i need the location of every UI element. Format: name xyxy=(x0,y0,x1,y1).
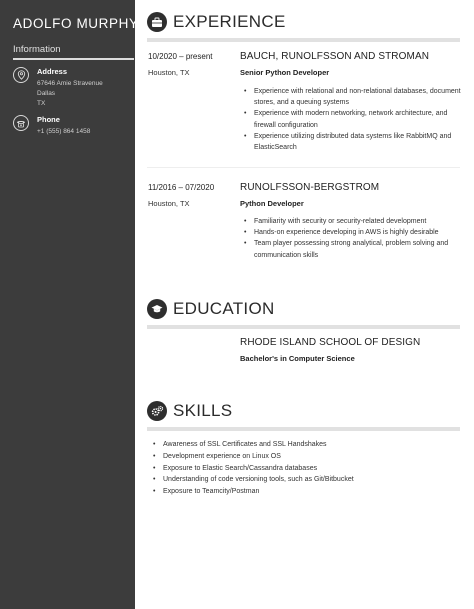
experience-title: EXPERIENCE xyxy=(173,12,286,31)
phone-label: Phone xyxy=(37,115,60,124)
address-block xyxy=(13,67,103,109)
education-title: EDUCATION xyxy=(173,299,275,318)
skills-divider xyxy=(147,427,460,431)
job-1-bullets xyxy=(244,86,462,153)
skills-title: SKILLS xyxy=(173,401,233,420)
gears-icon xyxy=(147,401,167,421)
location-pin-icon xyxy=(13,67,29,83)
address-city: Dallas xyxy=(37,90,56,97)
job-1-dates: 10/2020 – present xyxy=(148,52,213,61)
job-divider xyxy=(147,167,460,168)
job-1-location: Houston, TX xyxy=(148,68,190,77)
candidate-name: ADOLFO MURPHY xyxy=(13,16,139,31)
list-item: • Familiarity with security or security-related development xyxy=(244,216,462,227)
education-header xyxy=(147,299,275,319)
list-item: • Understanding of code versioning tools, such as Git/Bitbucket xyxy=(153,474,453,486)
degree: Bachelor's in Computer Science xyxy=(240,354,355,363)
phone-block xyxy=(13,115,90,137)
experience-divider xyxy=(147,38,460,42)
address-state: TX xyxy=(37,100,46,107)
job-1-company: BAUCH, RUNOLFSSON AND STROMAN xyxy=(240,51,430,62)
address-street: 67646 Amie Stravenue xyxy=(37,80,103,87)
list-item: • Experience with modern networking, network architecture, and firewall configuration xyxy=(244,108,462,130)
list-item: • Experience utilizing distributed data systems like RabbitMQ and ElasticSearch xyxy=(244,131,462,153)
list-item: • Exposure to Teamcity/Postman xyxy=(153,486,453,498)
sidebar xyxy=(0,0,139,609)
briefcase-icon xyxy=(147,12,167,32)
experience-header xyxy=(147,12,286,32)
list-item: • Development experience on Linux OS xyxy=(153,451,453,463)
list-item: • Team player possessing strong analytical, problem solving and communication skills xyxy=(244,238,462,260)
education-divider xyxy=(147,325,460,329)
job-2-role: Python Developer xyxy=(240,199,304,208)
phone-icon xyxy=(13,115,29,131)
job-1-role: Senior Python Developer xyxy=(240,68,330,77)
list-item: • Exposure to Elastic Search/Cassandra databases xyxy=(153,463,453,475)
skills-list xyxy=(153,439,453,498)
sidebar-divider xyxy=(13,58,134,60)
job-2-dates: 11/2016 – 07/2020 xyxy=(148,183,215,192)
address-label: Address xyxy=(37,67,68,76)
skills-header xyxy=(147,401,232,421)
information-heading: Information xyxy=(13,44,61,55)
job-2-company: RUNOLFSSON-BERGSTROM xyxy=(240,182,380,193)
phone-number: +1 (555) 864 1458 xyxy=(37,128,91,135)
graduation-cap-icon xyxy=(147,299,167,319)
school-name: RHODE ISLAND SCHOOL OF DESIGN xyxy=(240,337,421,348)
list-item: • Hands-on experience developing in AWS is highly desirable xyxy=(244,227,462,238)
job-2-location: Houston, TX xyxy=(148,199,190,208)
list-item: • Awareness of SSL Certificates and SSL Handshakes xyxy=(153,439,453,451)
list-item: • Experience with relational and non-relational databases, document stores, and a queuing systems xyxy=(244,86,462,108)
job-2-bullets xyxy=(244,216,462,261)
